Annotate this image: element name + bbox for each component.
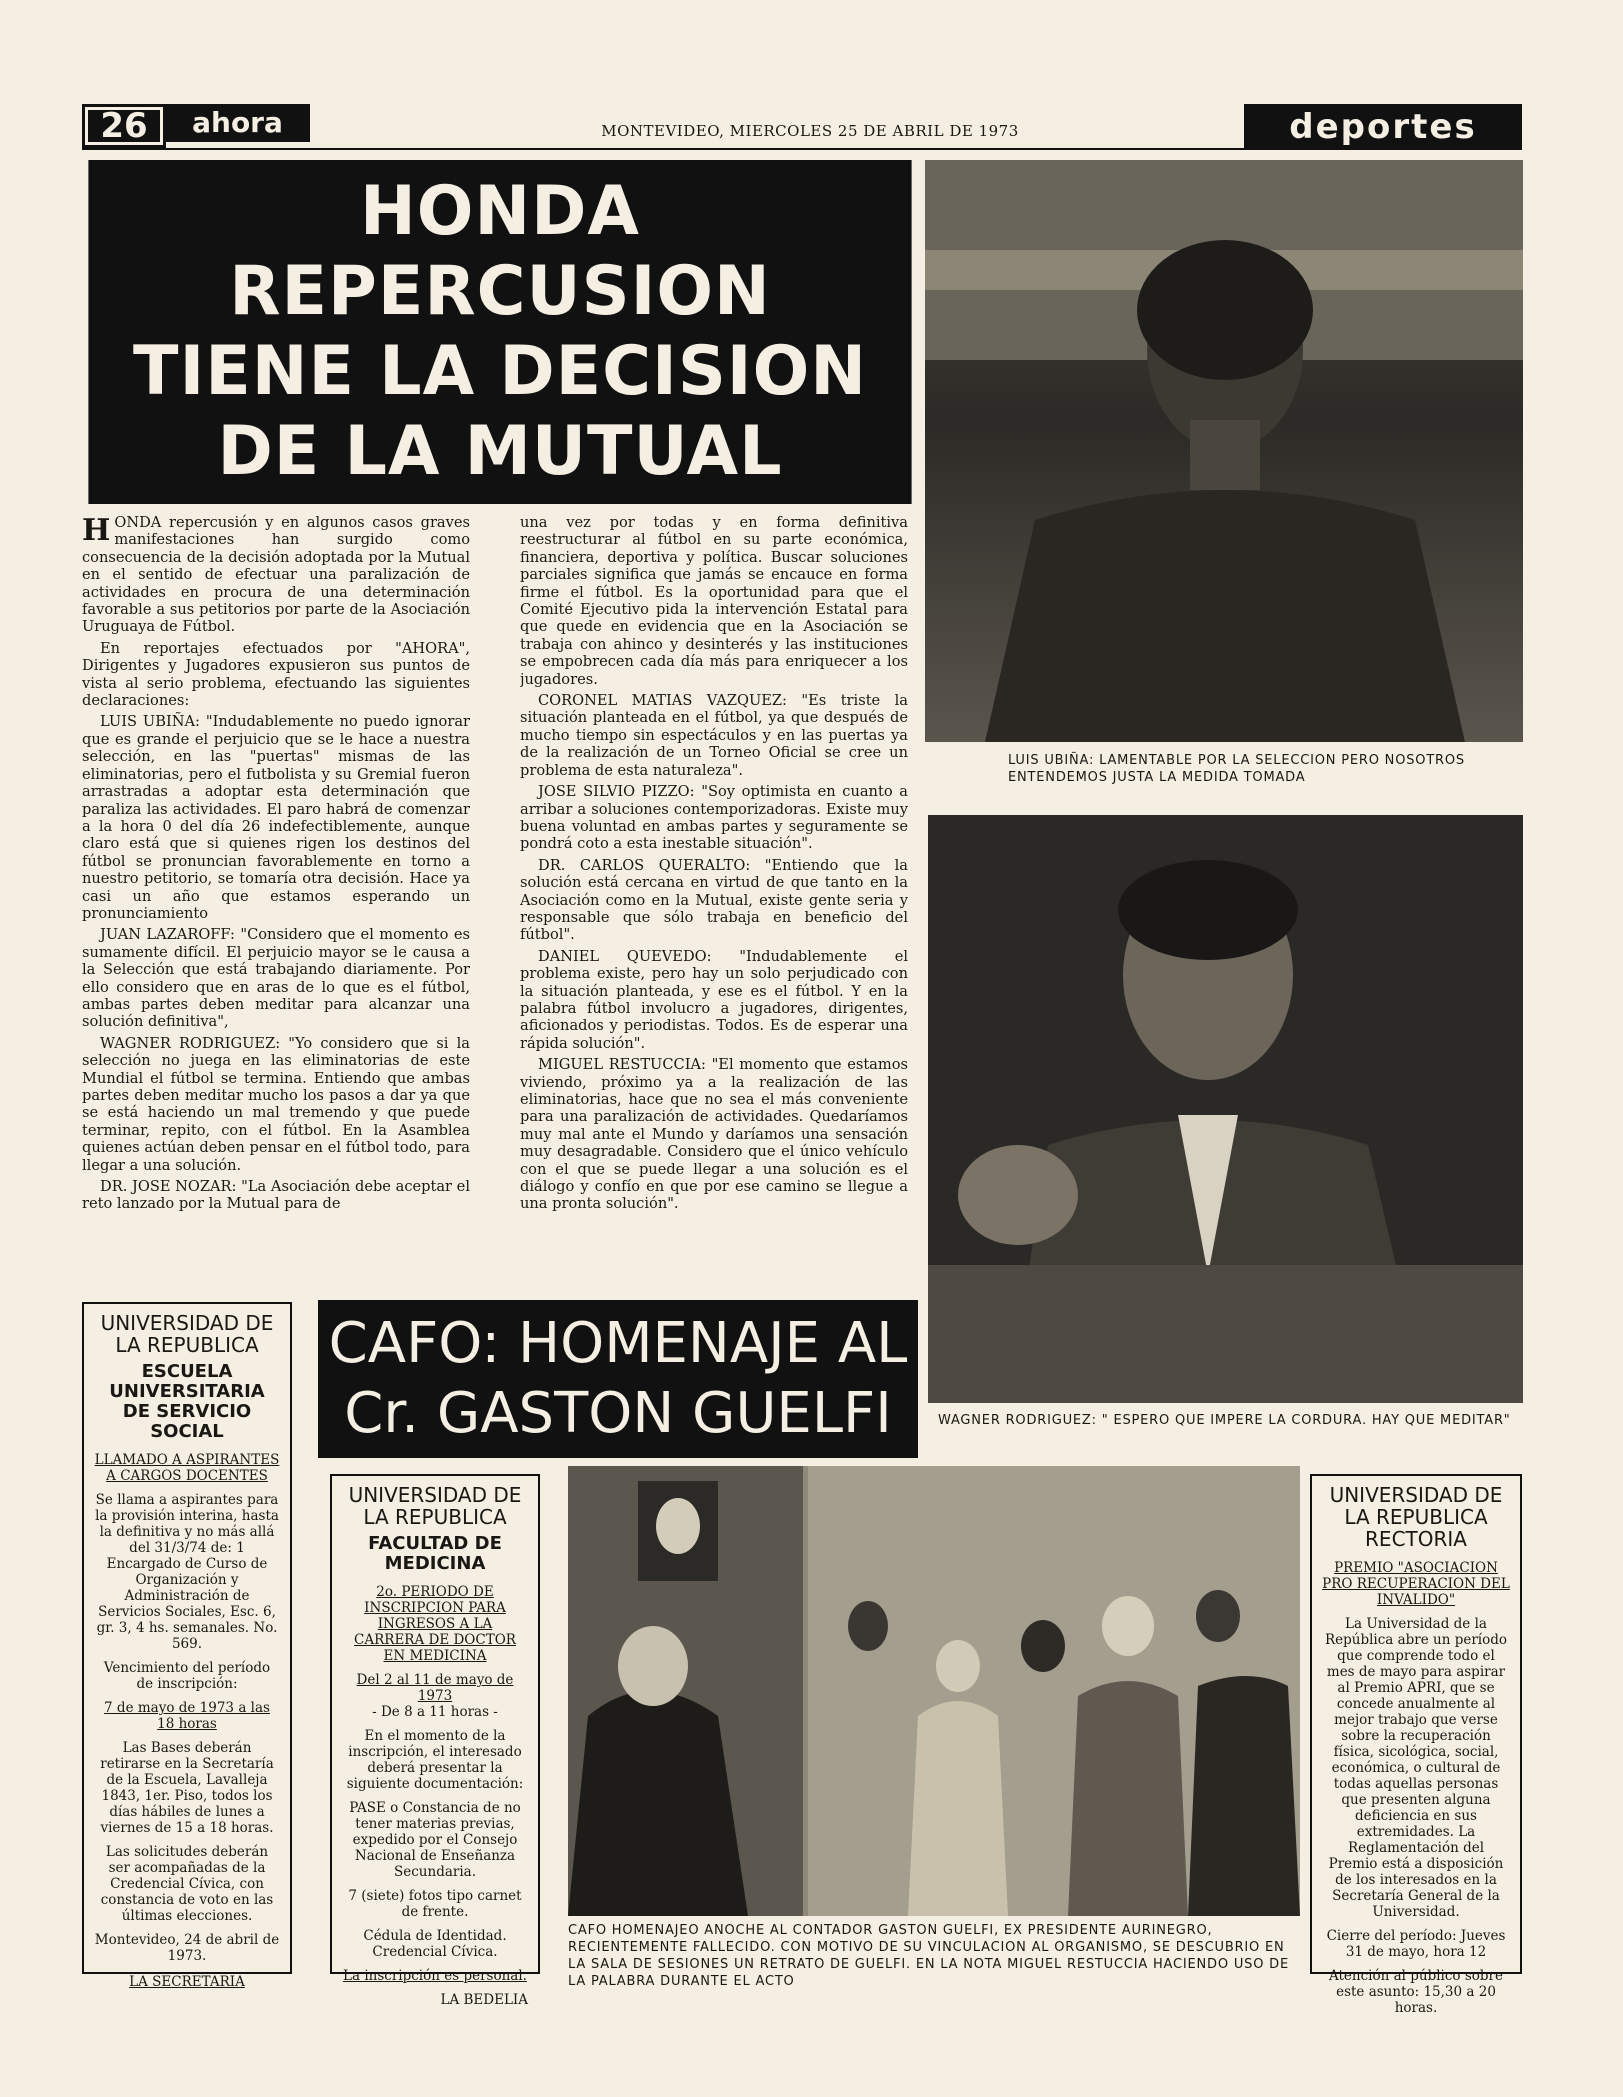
ad-rectoria-title: RECTORIA (1365, 1527, 1467, 1551)
ad-text: Atención al público sobre este asunto: 15,30 a 20 horas. (1328, 1968, 1503, 2016)
ad-text: 7 (siete) fotos tipo carnet de frente. (348, 1888, 522, 1920)
dateline: MONTEVIDEO, MIERCOLES 25 DE ABRIL DE 1973 (601, 122, 1019, 140)
ad-text: PASE o Constancia de no tener materias previas, expedido por el Consejo Nacional de Enseñanza Secundaria. (349, 1800, 521, 1880)
article-paragraph: CORONEL MATIAS VAZQUEZ: "Es triste la situación planteada en el fútbol, ya que después de mucho tiempo sin espectáculos y en las puertas ya de la realización de un Torneo Oficial se cree un problema de esta naturaleza". (520, 692, 908, 779)
article-paragraph: DANIEL QUEVEDO: "Indudablemente el problema existe, pero hay un solo perjudicado con la situación planteada, y ese es el fútbol. Y en la palabra fútbol involucro a jugadores, dirigentes, aficionados y periodistas. Todos. Es de esperar una rápida solución". (520, 947, 908, 1052)
subhead-line-2: Cr. GASTON GUELFI (344, 1381, 892, 1446)
ad-university-title: UNIVERSIDAD DE LA REPUBLICA (100, 1311, 274, 1357)
ad-text: Montevideo, 24 de abril de 1973. (94, 1932, 280, 1964)
ad-call-title: LLAMADO A ASPIRANTES A CARGOS DOCENTES (94, 1452, 280, 1484)
page-number: 26 (82, 104, 166, 148)
ad-signature: LA SECRETARIA (129, 1974, 245, 1990)
headline-line-1: HONDA REPERCUSION (229, 172, 771, 331)
ad-faculty-title: FACULTAD DE MEDICINA (368, 1533, 502, 1574)
subheadline-cafo (318, 1300, 918, 1458)
photo-wagner-rodriguez (928, 815, 1523, 1403)
wagner-portrait-illustration (928, 815, 1523, 1403)
headline-line-3: DE LA MUTUAL (217, 412, 783, 491)
article-paragraph: WAGNER RODRIGUEZ: "Yo considero que si la selección no juega en las eliminatorias de este Mundial el fútbol se termina. Entiendo que ambas partes deben meditar mucho los pasos a dar ya que se está haciendo un mal tremendo y que puede terminar, repito, con el fútbol. En la Asamblea quienes actúan deben pensar en el fútbol todo, para llegar a una solución. (82, 1034, 470, 1174)
ad-text: Vencimiento del período de inscripción: (103, 1660, 271, 1692)
cafo-group-illustration (568, 1466, 1300, 1916)
ubina-portrait-illustration (925, 160, 1523, 742)
ad-deadline: 7 de mayo de 1973 a las 18 horas (104, 1700, 270, 1732)
caption-cafo: CAFO HOMENAJEO ANOCHE AL CONTADOR GASTON GUELFI, EX PRESIDENTE AURINEGRO, RECIENTEMENTE FALLECIDO. CON MOTIVO DE SU VINCULACION AL ORGANISMO, SE DESCUBRIO EN LA SALA DE SESIONES UN RETRATO DE GUELFI. EN LA NOTA MIGUEL RESTUCCIA HACIENDO USO DE LA PALABRA DURANTE EL ACTO (568, 1923, 1289, 1989)
caption-wagner: WAGNER RODRIGUEZ: " ESPERO QUE IMPERE LA CORDURA. HAY QUE MEDITAR" (938, 1413, 1511, 1428)
ad-text: Cédula de Identidad. Credencial Cívica. (363, 1928, 507, 1960)
ad-text: Las solicitudes deberán ser acompañadas de la Credencial Cívica, con constancia de voto en las últimas elecciones. (100, 1844, 274, 1924)
ad-text: La inscripción es personal. (343, 1968, 527, 1984)
article-paragraph: LUIS UBIÑA: "Indudablemente no puedo ignorar que es grande el perjuicio que se le hace a nuestra selección, en las "puertas" mismas de las eliminatorias, pero el futbolista y su Gremial fueron arrastradas a adoptar esta determinación que paraliza las actividades. El paro habrá de comenzar a la hora 0 del día 26 indefectiblemente, aunque claro está que si quienes rigen los destinos del fútbol se pronuncian favorablemente en torno a nuestro petitorio, se tomaría otra decisión. Hace ya casi un año que estamos esperando un pronunciamiento (82, 713, 470, 922)
ad-rectoria-premio (1310, 1474, 1522, 2016)
article-paragraph: MIGUEL RESTUCCIA: "El momento que estamos viviendo, próximo ya a la realización de las eliminatorias, hace que no sea el más conveniente para una paralización de actividades. Quedaríamos muy mal ante el Mundo y daríamos una sensación muy desagradable. Considero que el único vehículo con el que se puede llegar a una solución es el diálogo y confío en que por ese camino se llegue a una pronta solución". (520, 1056, 908, 1213)
ad-hours: - De 8 a 11 horas - (372, 1704, 498, 1720)
article-paragraph: DR. CARLOS QUERALTO: "Entiendo que la solución está cercana en virtud de que tanto en la Asociación como en la Mutual, existe gente seria y responsable que sólo trabaja en beneficio del fútbol". (520, 856, 908, 944)
section-label: deportes (1244, 104, 1522, 150)
ad-university-title: UNIVERSIDAD DE LA REPUBLICA (1329, 1483, 1503, 1529)
article-column-2 (520, 514, 908, 1286)
ad-dates: Del 2 al 11 de mayo de 1973 (356, 1672, 514, 1704)
drop-cap: H (82, 514, 111, 548)
article-paragraph: una vez por todas y en forma definitiva reestructurar al fútbol en su parte económica, financiera, deportiva y política. Buscar soluciones parciales significa que jamás se encauce en forma firme el fútbol. Es la oportunidad para que el Comité Ejecutivo pida la intervención Estatal para que quede en evidencia que en la Asociación se trabaja con ahinco y desinterés y las instituciones se empobrecen cada día más para enriquecer a los jugadores. (520, 514, 908, 688)
ad-signature: LA BEDELIA (440, 1992, 528, 2008)
ad-school-title: ESCUELA UNIVERSITARIA DE SERVICIO SOCIAL (109, 1361, 265, 1442)
ad-text: La Universidad de la República abre un período que comprende todo el mes de mayo para aspirar al Premio APRI, que se concede anualmente al mejor trabajo que verse sobre la recuperación física, sicológica, social, económica, o cultural de todas aquellas personas que presenten alguna deficiencia en sus extremidades. La Reglamentación del Premio está a disposición de los interesados en la Secretaría General de la Universidad. (1324, 1616, 1508, 1920)
ad-facultad-medicina (330, 1474, 540, 2008)
article-paragraph: JUAN LAZAROFF: "Considero que el momento es sumamente difícil. El perjuicio mayor se le causa a la Selección que está trabajando diariamente. Por ello considero que en aras de lo que es el fútbol, ambas partes deben meditar para alcanzar una solución definitiva", (82, 926, 470, 1031)
ad-prize-title: PREMIO "ASOCIACION PRO RECUPERACION DEL INVALIDO" (1322, 1560, 1510, 1608)
ad-university-title: UNIVERSIDAD DE LA REPUBLICA (348, 1483, 522, 1529)
article-paragraph: En reportajes efectuados por "AHORA", Dirigentes y Jugadores expusieron sus puntos de vista al serio problema, efectuando las siguientes declaraciones: (82, 639, 470, 710)
article-paragraph: HONDA repercusión y en algunos casos graves manifestaciones han surgido como consecuencia de la decisión adoptada por la Mutual en el sentido de efectuar una paralización de actividades en procura de una determinación favorable a sus petitorios por parte de la Asociación Uruguaya de Fútbol. (82, 514, 470, 636)
article-column-1 (82, 514, 470, 1266)
ad-escuela-servicio-social (82, 1302, 292, 1990)
photo-luis-ubina (925, 160, 1523, 742)
article-paragraph: DR. JOSE NOZAR: "La Asociación debe aceptar el reto lanzado por la Mutual para de (82, 1178, 470, 1213)
header-rule (82, 148, 1522, 150)
ad-text: Cierre del período: Jueves 31 de mayo, hora 12 (1326, 1928, 1506, 1960)
main-headline (88, 160, 911, 504)
caption-ubina: LUIS UBIÑA: LAMENTABLE POR LA SELECCION PERO NOSOTROS ENTENDEMOS JUSTA LA MEDIDA TOMADA (1008, 753, 1465, 785)
brand-logo: ahora (165, 104, 310, 142)
headline-line-2: TIENE LA DECISION (133, 332, 867, 411)
article-paragraph: JOSE SILVIO PIZZO: "Soy optimista en cuanto a arribar a soluciones contemporizadoras. Existe muy buena voluntad en ambas partes y seguramente se pondrá coto a esta inestable situación". (520, 783, 908, 853)
subhead-line-1: CAFO: HOMENAJE AL (328, 1311, 908, 1376)
photo-cafo-homenaje (568, 1466, 1300, 1916)
ad-text: En el momento de la inscripción, el interesado deberá presentar la siguiente documentación: (346, 1728, 524, 1792)
ad-text: Las Bases deberán retirarse en la Secretaría de la Escuela, Lavalleja 1843, 1er. Piso, todos los días hábiles de lunes a viernes de 15 a 18 horas. (100, 1740, 274, 1836)
ad-period-title: 2o. PERIODO DE INSCRIPCION PARA INGRESOS A LA CARRERA DE DOCTOR EN MEDICINA (354, 1584, 516, 1664)
ad-text: Se llama a aspirantes para la provisión interina, hasta la definitiva y no más allá del 31/3/74 de: 1 Encargado de Curso de Organización y Administración de Servicios Sociales, Esc. 6, gr. 3, 4 hs. semanales. No. 569. (95, 1492, 279, 1652)
